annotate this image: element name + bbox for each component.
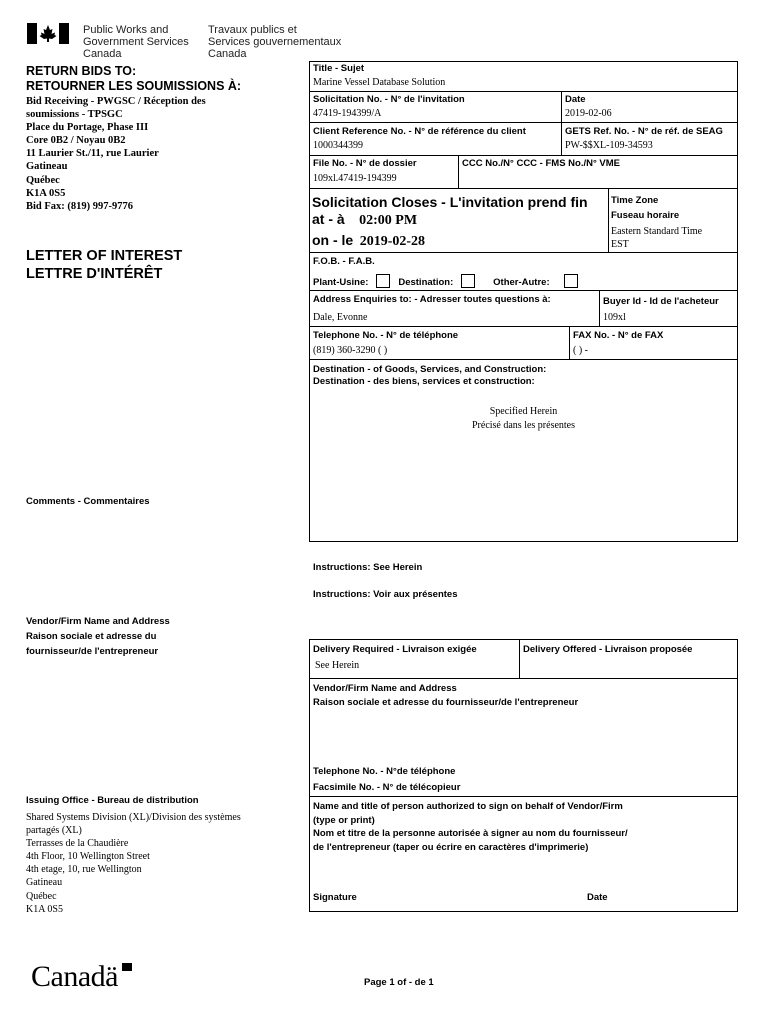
file-no-label: File No. - N° de dossier: [313, 158, 417, 169]
gets-ref-label: GETS Ref. No. - N° de réf. de SEAG: [565, 126, 723, 137]
date-label: Date: [565, 94, 586, 105]
file-no-value: 109xl.47419-194399: [313, 173, 397, 184]
issuing-office-address: Shared Systems Division (XL)/Division des systèmes partagés (XL) Terrasses de la Chaudière 4th Floor, 10 Wellington Street 4th etage, 10, rue Wellington Gatineau Québec K1A 0S5: [26, 812, 241, 915]
title-value: Marine Vessel Database Solution: [313, 77, 446, 88]
time-zone-label: Time Zone Fuseau horaire: [611, 195, 680, 221]
closing-time: at - à 02:00 PM: [312, 211, 418, 228]
delivery-required-label: Delivery Required - Livraison exigée: [313, 644, 477, 655]
ccc-no-label: CCC No./N° CCC - FMS No./N° VME: [462, 158, 621, 169]
destination-specified: Specified Herein Précisé dans les présentes: [471, 406, 576, 431]
vendor-address-field[interactable]: [313, 712, 733, 760]
return-bids-address: Bid Receiving - PWGSC / Réception des soumissions - TPSGC Place du Portage, Phase III Core 0B2 / Noyau 0B2 11 Laurier St./11, rue Laurier Gatineau Québec K1A 0S5 Bid Fax: (819) 997-9776: [26, 96, 206, 212]
signature-date-label: Date: [587, 892, 608, 903]
comments-label: Comments - Commentaires: [26, 496, 150, 507]
instructions-en: Instructions: See Herein: [313, 562, 423, 573]
authorized-person-label: Name and title of person authorized to sign on behalf of Vendor/Firm (type or print) Nom et titre de la personne autorisée à signer au nom du fournisseur/ de l'entrepreneur (taper ou écrire en caractères d'imprimerie): [313, 801, 628, 853]
canada-flag-icon: [27, 23, 69, 44]
page-number: Page 1 of - de 1: [364, 977, 434, 988]
telephone-value: (819) 360-3290 ( ): [313, 345, 388, 356]
other-checkbox[interactable]: [564, 274, 578, 288]
wordmark-flag-icon: [122, 963, 132, 971]
fob-label: F.O.B. - F.A.B.: [313, 256, 375, 267]
address-enquiries-value: Dale, Evonne: [313, 312, 368, 323]
vendor-name-label: Vendor/Firm Name and Address Raison sociale et adresse du fournisseur/de l'entrepreneur: [26, 616, 170, 657]
client-reference-value: 1000344399: [313, 140, 363, 151]
issuing-office-label: Issuing Office - Bureau de distribution: [26, 795, 199, 806]
return-bids-title: RETURN BIDS TO: RETOURNER LES SOUMISSIONS À:: [26, 64, 242, 93]
department-name-en: Public Works and Government Services Canada: [83, 24, 189, 60]
plant-checkbox[interactable]: [376, 274, 390, 288]
destination-checkbox[interactable]: [461, 274, 475, 288]
destination-goods-label: Destination - of Goods, Services, and Construction: Destination - des biens, services et construction:: [313, 364, 547, 387]
telephone-label: Telephone No. - N° de téléphone: [313, 330, 459, 341]
fax-label: FAX No. - N° de FAX: [573, 330, 664, 341]
solicitation-closes: Solicitation Closes - L'invitation prend fin: [312, 194, 588, 210]
delivery-required-value: See Herein: [315, 660, 360, 671]
fax-value: ( ) -: [573, 345, 588, 356]
closing-date: on - le 2019-02-28: [312, 232, 426, 249]
buyer-id-value: 109xl: [603, 312, 626, 323]
vendor-telephone-label: Telephone No. - N°de téléphone: [313, 766, 456, 777]
date-value: 2019-02-06: [565, 108, 612, 119]
vendor-address-label: Vendor/Firm Name and Address Raison sociale et adresse du fournisseur/de l'entrepreneur: [313, 683, 579, 708]
signature-label: Signature: [313, 892, 357, 903]
solicitation-no-label: Solicitation No. - N° de l'invitation: [313, 94, 465, 105]
gets-ref-value: PW-$$XL-109-34593: [565, 140, 653, 151]
time-zone-value: Eastern Standard Time EST: [611, 226, 703, 250]
vendor-facsimile-label: Facsimile No. - N° de télécopieur: [313, 782, 461, 793]
address-enquiries-label: Address Enquiries to: - Adresser toutes questions à:: [313, 294, 551, 305]
letter-of-interest-title: LETTER OF INTEREST LETTRE D'INTÉRÊT: [26, 248, 183, 282]
client-reference-label: Client Reference No. - N° de référence du client: [313, 126, 526, 137]
department-name-fr: Travaux publics et Services gouvernementaux Canada: [208, 24, 342, 60]
instructions-fr: Instructions: Voir aux présentes: [313, 589, 458, 600]
authorized-person-field[interactable]: [313, 858, 733, 886]
delivery-offered-label: Delivery Offered - Livraison proposée: [523, 644, 693, 655]
solicitation-no-value: 47419-194399/A: [313, 108, 382, 119]
buyer-id-label: Buyer Id - Id de l'acheteur: [603, 296, 719, 307]
fob-options: Plant-Usine: Destination: Other-Autre:: [313, 272, 578, 290]
title-label: Title - Sujet: [313, 63, 365, 74]
canada-wordmark: Canadä: [31, 960, 118, 993]
